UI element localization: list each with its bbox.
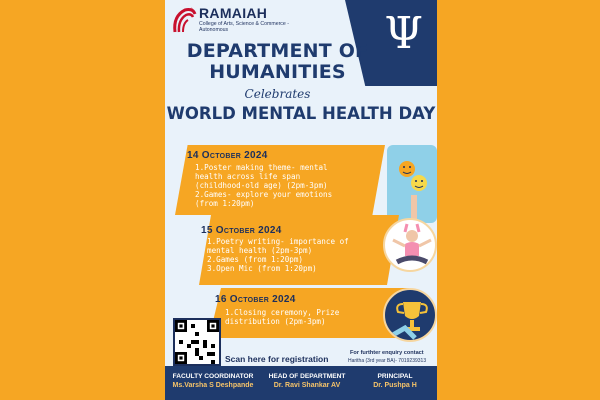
coordinator-block bbox=[167, 372, 259, 391]
hod-title: HEAD OF DEPARTMENT bbox=[268, 373, 346, 380]
event-title: WORLD MENTAL HEALTH DAY bbox=[166, 104, 436, 123]
day1-date: 14 October 2024 bbox=[187, 150, 268, 161]
day1-line: (childhood-old age) (2pm-3pm) bbox=[195, 181, 328, 190]
day3-date: 16 October 2024 bbox=[215, 294, 296, 305]
brand-name: RAMAIAH bbox=[199, 5, 268, 21]
enquiry-contact: Haritha (3rd year BA)- 7019239313 bbox=[348, 358, 427, 364]
smiley-faces-icon bbox=[387, 145, 437, 223]
day2-line: mental health (2pm-3pm) bbox=[207, 246, 313, 255]
day2-line: 3.Open Mic (from 1:20pm) bbox=[207, 264, 317, 273]
day2-list bbox=[207, 237, 349, 273]
ramaiah-logo-icon bbox=[171, 6, 197, 36]
celebrates-text: Celebrates bbox=[244, 87, 311, 101]
qr-code-icon[interactable] bbox=[173, 318, 221, 366]
registration-label: Scan here for registration bbox=[225, 354, 329, 364]
principal-block bbox=[355, 372, 435, 391]
day1-line: 1.Poster making theme- mental bbox=[195, 163, 328, 172]
principal-title: PRINCIPAL bbox=[377, 373, 413, 380]
coordinator-name: Ms.Varsha S Deshpande bbox=[172, 382, 254, 389]
hod-name: Dr. Ravi Shankar AV bbox=[273, 382, 341, 389]
event-poster bbox=[165, 0, 437, 400]
day1-line: (from 1:20pm) bbox=[195, 199, 255, 208]
day2-line: 1.Poetry writing- importance of bbox=[207, 237, 349, 246]
enquiry-title: For furthter enquiry contact bbox=[350, 350, 424, 356]
day1-line: health across life span bbox=[195, 172, 301, 181]
coordinator-title: FACULTY COORDINATOR bbox=[172, 373, 254, 380]
day2-line: 2.Games (from 1:20pm) bbox=[207, 255, 304, 264]
day1-list bbox=[195, 163, 332, 208]
meditation-icon bbox=[383, 218, 437, 272]
day1-line: 2.Games- explore your emotions bbox=[195, 190, 333, 199]
principal-name: Dr. Pushpa H bbox=[373, 382, 417, 389]
svg-text:*: * bbox=[190, 7, 193, 14]
psi-icon: Ψ bbox=[384, 8, 423, 59]
footer bbox=[165, 366, 437, 400]
brand-subtitle: College of Arts, Science & Commerce - Autonomous bbox=[199, 21, 289, 33]
department-title: DEPARTMENT OF HUMANITIES bbox=[186, 40, 369, 83]
hod-block bbox=[259, 372, 355, 391]
day2-date: 15 October 2024 bbox=[201, 225, 282, 236]
day3-line: distribution (2pm-3pm) bbox=[225, 317, 326, 326]
trophy-icon bbox=[383, 288, 437, 342]
day3-list bbox=[225, 308, 339, 326]
day3-line: 1.Closing ceremony, Prize bbox=[225, 308, 340, 317]
